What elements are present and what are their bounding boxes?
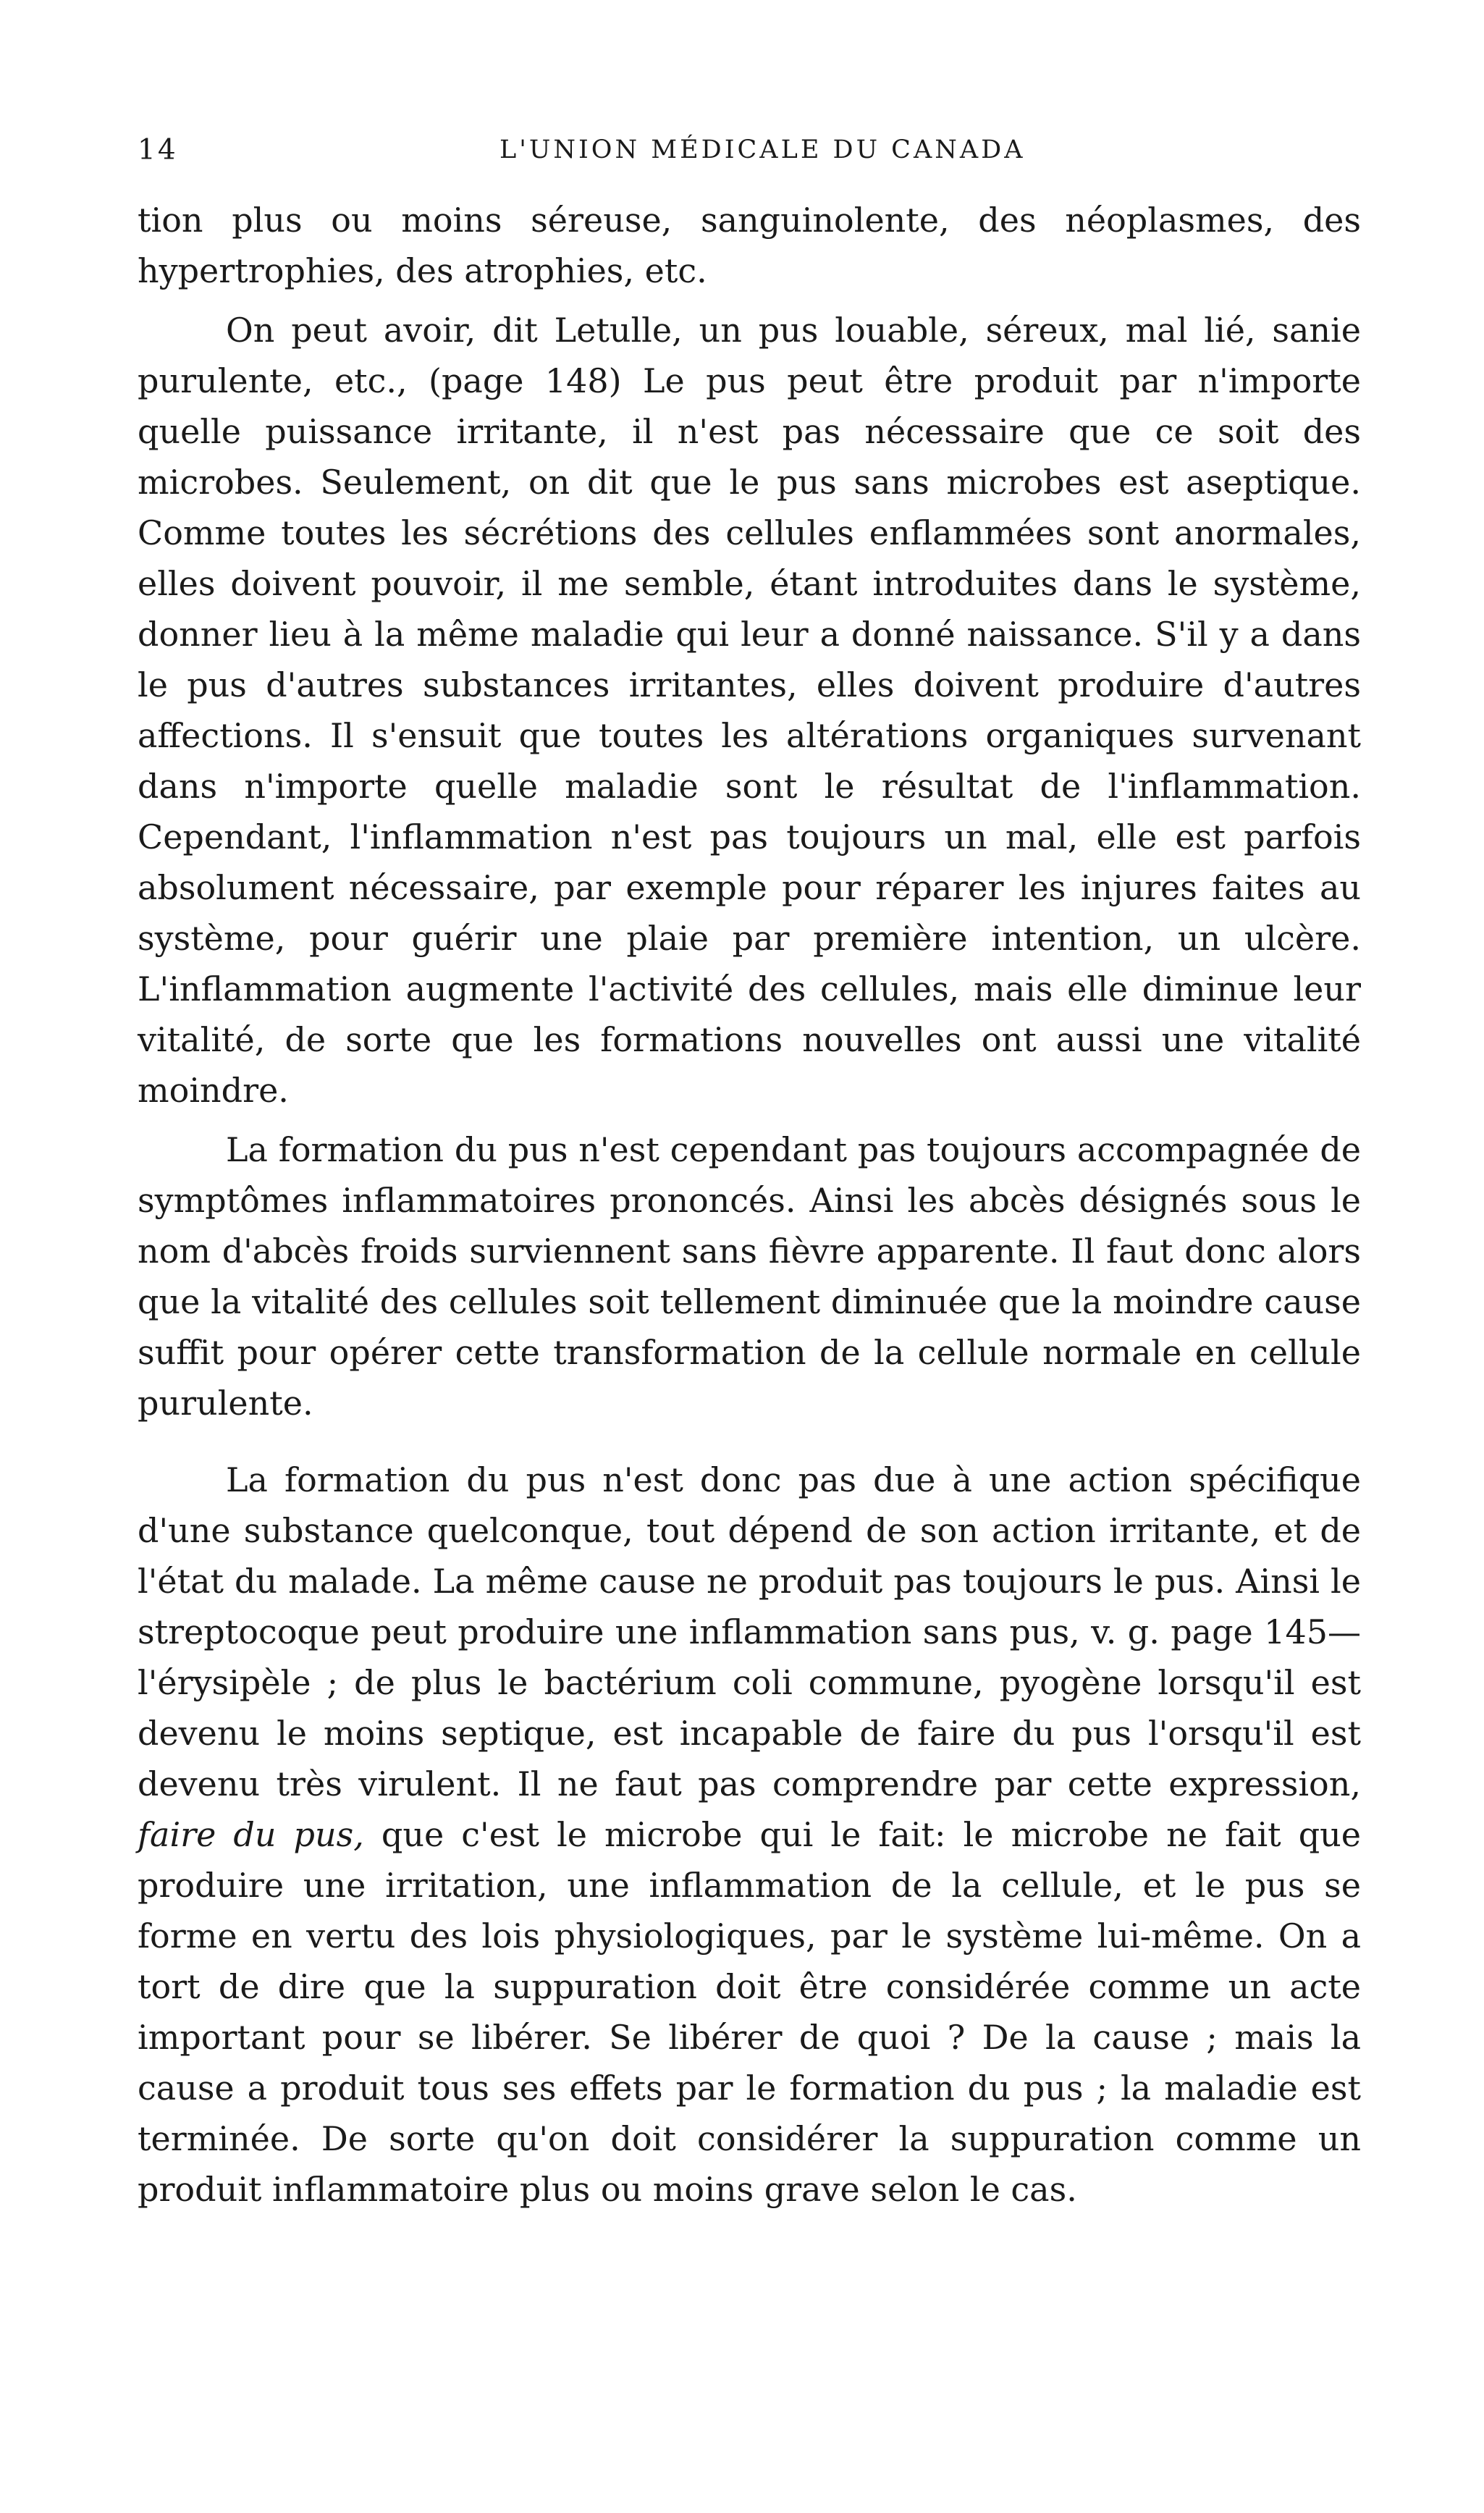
- paragraph-continuation: tion plus ou moins séreuse, sanguinolente, des néoplasmes, des hypertrophies, des atrophies, etc.: [138, 201, 1361, 290]
- journal-title: L'UNION MÉDICALE DU CANADA: [499, 135, 1026, 164]
- body-text: [138, 195, 1361, 2215]
- paragraph-cold-abscess: La formation du pus n'est cependant pas toujours accompagnée de symptômes inflammatoires prononcés. Ainsi les abcès désignés sous le nom d'abcès froids surviennent sans fièvre apparente. Il faut donc alors que la vitalité des cellules soit tellement diminuée que la moindre cause suffit pour opérer cette transformation de la cellule normale en cellule purulente.: [138, 1130, 1361, 1423]
- paragraph-letulle: On peut avoir, dit Letulle, un pus louable, séreux, mal lié, sanie purulente, etc., (page 148) Le pus peut être produit par n'importe quelle puissance irritante, il n'est pas nécessaire que ce soit des microbes. Seulement, on dit que le pus sans microbes est aseptique. Comme toutes les sécrétions des cellules enflammées sont anormales, elles doivent pouvoir, il me semble, étant introduites dans le système, donner lieu à la même maladie qui leur a donné naissance. S'il y a dans le pus d'autres substances irritantes, elles doivent produire d'autres affections. Il s'ensuit que toutes les altérations organiques survenant dans n'importe quelle maladie sont le résultat de l'inflammation. Cependant, l'inflammation n'est pas toujours un mal, elle est parfois absolument nécessaire, par exemple pour réparer les injures faites au système, pour guérir une plaie par première intention, un ulcère. L'inflammation augmente l'activité des cellules, mais elle diminue leur vitalité, de sorte que les formations nouvelles ont aussi une vitalité moindre.: [138, 311, 1361, 1110]
- page-number: 14: [138, 134, 178, 167]
- italic-phrase: faire du pus,: [138, 1815, 364, 1854]
- paragraph-text-after-italic: que c'est le microbe qui le fait: le microbe ne fait que produire une irritation, une inflammation de la cellule, et le pus se forme en vertu des lois physiologiques, par le système lui-même. On a tort de dire que la suppuration doit être considérée comme un acte important pour se libérer. Se libérer de quoi ? De la cause ; mais la cause a produit tous ses effets par le formation du pus ; la maladie est terminée. De sorte qu'on doit considérer la suppuration comme un produit inflammatoire plus ou moins grave selon le cas.: [138, 1815, 1361, 2209]
- running-head: [138, 134, 1361, 185]
- page: [138, 134, 1361, 2215]
- paragraph-text-before-italic: La formation du pus n'est donc pas due à une action spécifique d'une substance quelconque, tout dépend de son action irritante, et de l'état du malade. La même cause ne produit pas toujours le pus. Ainsi le streptocoque peut produire une inflammation sans pus, v. g. page 145—l'érysipèle ; de plus le bactérium coli commune, pyogène lorsqu'il est devenu le moins septique, est incapable de faire du pus l'orsqu'il est devenu très virulent. Il ne faut pas comprendre par cette expression,: [138, 1460, 1361, 1803]
- paragraph-pus-formation: [138, 1455, 1361, 2215]
